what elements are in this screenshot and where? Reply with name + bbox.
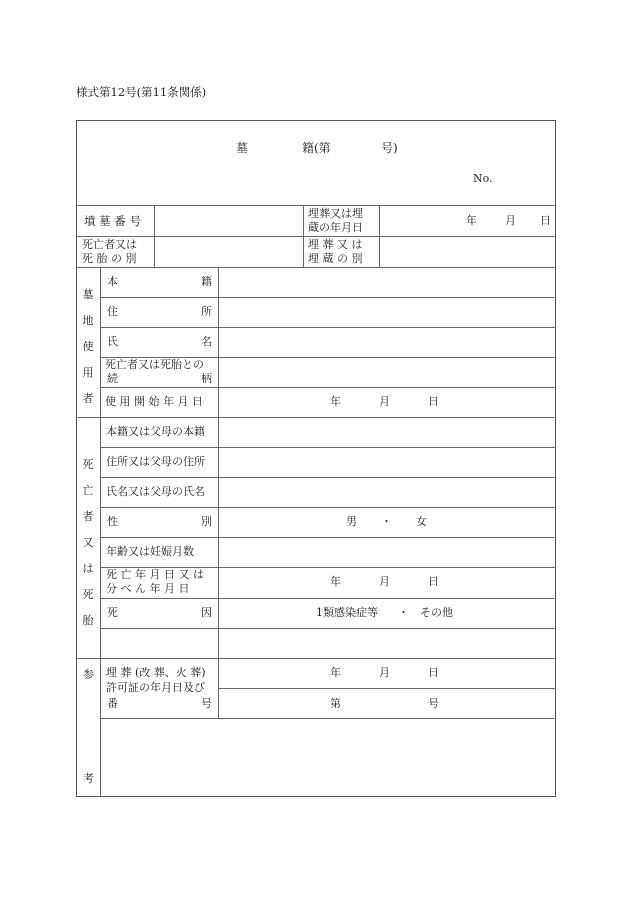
permit-label-1: 埋 葬 (改 葬、火 葬) [106, 666, 206, 679]
sex-label-left: 性 [107, 515, 118, 528]
sex-label-right: 別 [201, 515, 212, 528]
rule [303, 205, 304, 267]
year-label: 年 [330, 575, 341, 588]
sex-option-female: 女 [416, 515, 427, 528]
rule [218, 267, 219, 718]
rule [100, 297, 556, 298]
cause-label-left: 死 [107, 606, 118, 619]
rule [76, 267, 556, 268]
year-label: 年 [466, 214, 477, 227]
rule [100, 387, 556, 388]
deceased-or-stillbirth-label-1: 死亡者又は [82, 238, 137, 251]
grave-number-label: 墳 墓 番 号 [84, 214, 141, 228]
month-label: 月 [379, 666, 390, 679]
year-label: 年 [330, 666, 341, 679]
title-number-suffix: 号) [381, 141, 398, 155]
deceased-honseki-label: 本籍又は父母の本籍 [106, 425, 205, 438]
permit-label-left: 番 [107, 697, 118, 710]
rule [76, 658, 556, 659]
rule [100, 477, 556, 478]
group-char: 者 [82, 510, 94, 523]
rule [76, 236, 556, 237]
honseki-label-right: 籍 [201, 275, 212, 288]
title-register: 籍(第 [302, 141, 331, 155]
month-label: 月 [379, 395, 390, 408]
age-label: 年齢又は妊娠月数 [106, 545, 194, 558]
cause-option-infectious: 1類感染症等 [316, 606, 378, 619]
day-label: 日 [428, 575, 439, 588]
relation-label-left: 続 [107, 372, 118, 385]
grave-user-group-label [81, 288, 95, 418]
name-label-right: 名 [201, 335, 212, 348]
title-grave: 墓 [236, 141, 249, 155]
rule [100, 537, 556, 538]
rule [100, 628, 556, 629]
permit-number-suffix: 号 [428, 697, 439, 710]
rule [379, 205, 380, 267]
permit-label-right: 号 [201, 697, 212, 710]
day-label: 日 [540, 214, 551, 227]
no-label: No. [473, 172, 493, 185]
relation-label-1: 死亡者又は死胎との [105, 358, 204, 371]
address-label-left: 住 [107, 305, 118, 318]
sex-option-male: 男 [346, 515, 357, 528]
burial-type-label-1: 埋 葬 又 は [308, 238, 363, 251]
group-char: 死 [82, 588, 94, 601]
cause-option-other: その他 [420, 606, 453, 619]
deceased-address-label: 住所又は父母の住所 [106, 455, 205, 468]
rule [100, 507, 556, 508]
group-char: 墓 [82, 288, 94, 301]
group-char: 死 [82, 458, 94, 471]
rule [100, 447, 556, 448]
name-label-left: 氏 [107, 335, 118, 348]
deceased-name-label: 氏名又は父母の氏名 [106, 485, 205, 498]
deceased-or-stillbirth-label-2: 死 胎 の 別 [82, 252, 137, 265]
year-label: 年 [330, 395, 341, 408]
rule [100, 598, 556, 599]
group-char: 亡 [82, 484, 94, 497]
month-label: 月 [505, 214, 516, 227]
group-char: は [82, 562, 94, 575]
permit-label-2: 許可証の年月日及び [106, 681, 205, 694]
group-char: 又 [82, 536, 94, 549]
cause-label-right: 因 [201, 606, 212, 619]
honseki-label-left: 本 [107, 275, 118, 288]
group-char: 者 [82, 392, 94, 405]
group-char: 使 [82, 340, 94, 353]
relation-label-right: 柄 [201, 372, 212, 385]
form-number: 様式第12号(第11条関係) [76, 85, 207, 99]
group-char: 用 [82, 366, 94, 379]
rule [100, 718, 556, 719]
death-date-label-2: 分 べ ん 年 月 日 [106, 582, 190, 595]
rule [76, 417, 556, 418]
rule [76, 205, 556, 206]
start-date-label: 使 用 開 始 年 月 日 [105, 395, 203, 408]
month-label: 月 [379, 575, 390, 588]
group-char: 地 [82, 314, 94, 327]
permit-number-prefix: 第 [330, 697, 341, 710]
burial-date-label-1: 埋葬又は埋 [308, 207, 363, 220]
remarks-label-top: 参 [83, 668, 94, 681]
day-label: 日 [428, 395, 439, 408]
sex-option-separator: ・ [381, 515, 392, 528]
rule [100, 327, 556, 328]
group-char: 胎 [82, 614, 94, 627]
deceased-group-label [81, 458, 95, 640]
address-label-right: 所 [201, 305, 212, 318]
cause-option-separator: ・ [398, 606, 409, 619]
burial-type-label-2: 埋 蔵 の 別 [308, 252, 363, 265]
burial-date-label-2: 蔵の年月日 [308, 221, 363, 234]
death-date-label-1: 死 亡 年 月 日 又 は [106, 568, 204, 581]
remarks-label-bottom: 考 [83, 772, 94, 785]
rule [100, 267, 101, 797]
rule [218, 688, 556, 689]
rule [154, 205, 155, 267]
day-label: 日 [428, 666, 439, 679]
